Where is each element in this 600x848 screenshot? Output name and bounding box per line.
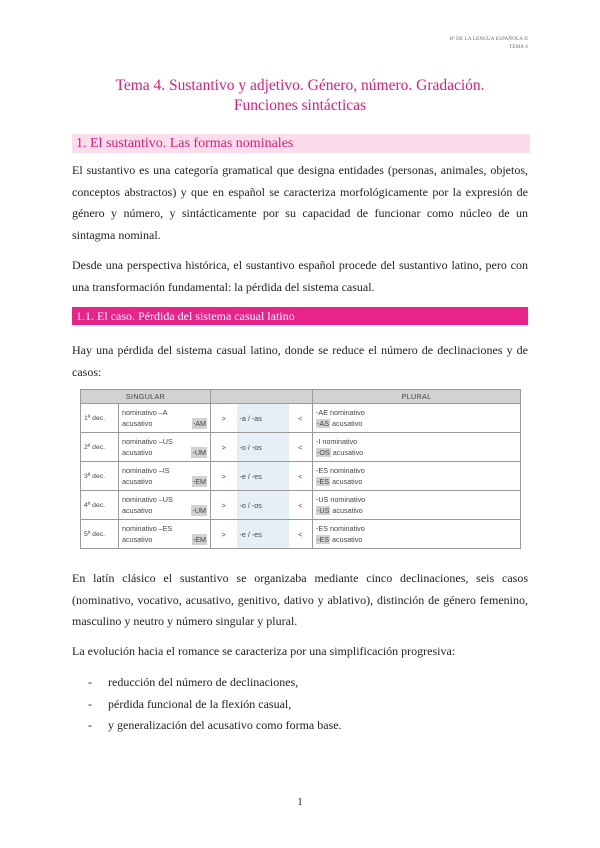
- romance-result: -e / -es: [237, 462, 289, 491]
- header-topic: TEMA 4: [509, 45, 528, 50]
- less-than-sign: <: [289, 462, 313, 491]
- list-item-text: reducción del número de declinaciones,: [108, 675, 299, 689]
- header-course: Hª DE LA LENGUA ESPAÑOLA II: [449, 37, 528, 42]
- paragraph-2: Desde una perspectiva histórica, el sustantivo español procede del sustantivo latino, pero con una transformación fundamental: la pérdida del sistema casual.: [72, 258, 528, 294]
- accusative-label: acusativo: [122, 419, 153, 428]
- accusative-ending: -EM: [192, 477, 206, 486]
- accusative-label: acusativo: [122, 535, 153, 544]
- greater-than-sign: >: [211, 520, 237, 549]
- less-than-sign: <: [289, 433, 313, 462]
- less-than-sign: <: [289, 491, 313, 520]
- greater-than-sign: >: [211, 404, 237, 433]
- table-row: [81, 491, 521, 520]
- accusative-ending: -EM: [192, 535, 206, 544]
- dash-bullet: -: [88, 718, 92, 732]
- singular-accusative: [122, 418, 207, 429]
- accusative-label: acusativo: [122, 448, 153, 457]
- plural-accusative: [316, 447, 517, 458]
- singular-forms: [119, 404, 211, 433]
- plural-nominative: [316, 465, 517, 476]
- singular-accusative: [122, 505, 207, 516]
- title-line-2: Funciones sintácticas: [233, 97, 367, 114]
- singular-nominative: nominativo –IS: [122, 466, 170, 475]
- plural-nominative: [316, 523, 517, 534]
- singular-forms: [119, 433, 211, 462]
- table-row: [81, 404, 521, 433]
- paragraph-5: La evolución hacia el romance se caracteriza por una simplificación progresiva:: [72, 644, 456, 658]
- accusative-label: acusativo: [122, 477, 153, 486]
- greater-than-sign: >: [211, 491, 237, 520]
- plural-nominative-label: nominativo: [330, 495, 366, 504]
- plural-nominative-label: nominativo: [330, 466, 365, 475]
- paragraph-3: Hay una pérdida del sistema casual latino, donde se reduce el número de declinaciones y de casos:: [72, 343, 528, 379]
- plural-accusative-label: acusativo: [332, 419, 363, 428]
- plural-accusative-label: acusativo: [332, 477, 363, 486]
- romance-result: -o / -os: [237, 433, 289, 462]
- plural-nominative-label: nominativo: [330, 408, 365, 417]
- paragraph-4: En latín clásico el sustantivo se organizaba mediante cinco declinaciones, seis casos (nominativo, vocativo, acusativo, genitivo, dativo y ablativo), distinción de género femenino, masculino y neutro y número singular y plural.: [72, 571, 528, 628]
- dash-bullet: -: [88, 696, 92, 711]
- declension-label: 2ª dec.: [81, 433, 119, 462]
- list-item-text: pérdida funcional de la flexión casual,: [108, 696, 292, 711]
- list-item: [88, 715, 508, 737]
- declension-label: 3ª dec.: [81, 462, 119, 491]
- paragraph-1: El sustantivo es una categoría gramatical que designa entidades (personas, animales, objetos, conceptos abstractos) y que en español se caracteriza morfológicamente por la expresión de género y número, y sintácticamente por su capacidad de funcionar como núcleo de un sintagma nominal.: [72, 163, 528, 242]
- less-than-sign: <: [289, 520, 313, 549]
- romance-result: -o / -os: [237, 491, 289, 520]
- section-heading-1: 1. El sustantivo. Las formas nominales: [72, 134, 530, 153]
- singular-nominative: nominativo –A: [122, 408, 168, 417]
- declension-label: 1ª dec.: [81, 404, 119, 433]
- table-header-plural: PLURAL: [313, 390, 521, 404]
- plural-forms: [313, 462, 521, 491]
- romance-result: -e / -es: [237, 520, 289, 549]
- greater-than-sign: >: [211, 433, 237, 462]
- singular-nominative: nominativo –ES: [122, 524, 173, 533]
- list-item: [88, 694, 508, 716]
- romance-result: -a / -as: [237, 404, 289, 433]
- table-header-singular: SINGULAR: [81, 390, 211, 404]
- section-heading-1-1: 1.1. El caso. Pérdida del sistema casual latino: [72, 307, 528, 325]
- plural-nominative-ending: -ES: [316, 524, 328, 533]
- plural-forms: [313, 404, 521, 433]
- plural-nominative-ending: -AE: [316, 408, 328, 417]
- plural-accusative-ending: -OS: [317, 448, 330, 457]
- singular-nominative: nominativo –US: [122, 437, 173, 446]
- plural-accusative-label: acusativo: [332, 448, 364, 457]
- plural-nominative: [316, 407, 517, 418]
- plural-accusative: [316, 476, 517, 487]
- plural-nominative-ending: -I: [316, 437, 321, 446]
- plural-nominative: [316, 494, 517, 505]
- plural-forms: [313, 491, 521, 520]
- dash-bullet: -: [88, 675, 92, 689]
- singular-nominative: nominativo –US: [122, 495, 173, 504]
- plural-nominative: [316, 436, 517, 447]
- accusative-ending: -AM: [192, 419, 206, 428]
- singular-accusative: [122, 447, 207, 458]
- table-row: [81, 462, 521, 491]
- title-line-1: Tema 4. Sustantivo y adjetivo. Género, número. Gradación.: [115, 77, 485, 94]
- plural-nominative-label: nominativo: [322, 437, 358, 446]
- plural-accusative-label: acusativo: [332, 506, 363, 515]
- accusative-ending: -UM: [192, 506, 206, 515]
- running-header: [449, 36, 528, 52]
- plural-forms: [313, 520, 521, 549]
- declension-table: [80, 389, 520, 557]
- document-title: [72, 76, 528, 116]
- plural-forms: [313, 433, 521, 462]
- singular-forms: [119, 491, 211, 520]
- plural-accusative-ending: -ES: [317, 477, 329, 486]
- list-item: [88, 672, 508, 694]
- plural-nominative-label: nominativo: [330, 524, 365, 533]
- table-row: [81, 520, 521, 549]
- singular-forms: [119, 462, 211, 491]
- plural-accusative-ending: -US: [317, 506, 330, 515]
- table-header-empty: [211, 390, 313, 404]
- plural-accusative: [316, 534, 517, 545]
- plural-accusative-ending: -ES: [317, 535, 329, 544]
- singular-forms: [119, 520, 211, 549]
- simplification-list: [88, 672, 508, 737]
- plural-accusative: [316, 505, 517, 516]
- page-number: 1: [297, 796, 303, 808]
- plural-nominative-ending: -US: [316, 495, 329, 504]
- less-than-sign: <: [289, 404, 313, 433]
- singular-accusative: [122, 476, 207, 487]
- greater-than-sign: >: [211, 462, 237, 491]
- declension-label: 4ª dec.: [81, 491, 119, 520]
- accusative-ending: -UM: [192, 448, 206, 457]
- table-row: [81, 433, 521, 462]
- plural-accusative: [316, 418, 517, 429]
- singular-accusative: [122, 534, 207, 545]
- accusative-label: acusativo: [122, 506, 153, 515]
- plural-accusative-ending: -AS: [317, 419, 329, 428]
- plural-nominative-ending: -ES: [316, 466, 328, 475]
- plural-accusative-label: acusativo: [332, 535, 363, 544]
- declension-label: 5ª dec.: [81, 520, 119, 549]
- list-item-text: y generalización del acusativo como forma base.: [108, 718, 342, 732]
